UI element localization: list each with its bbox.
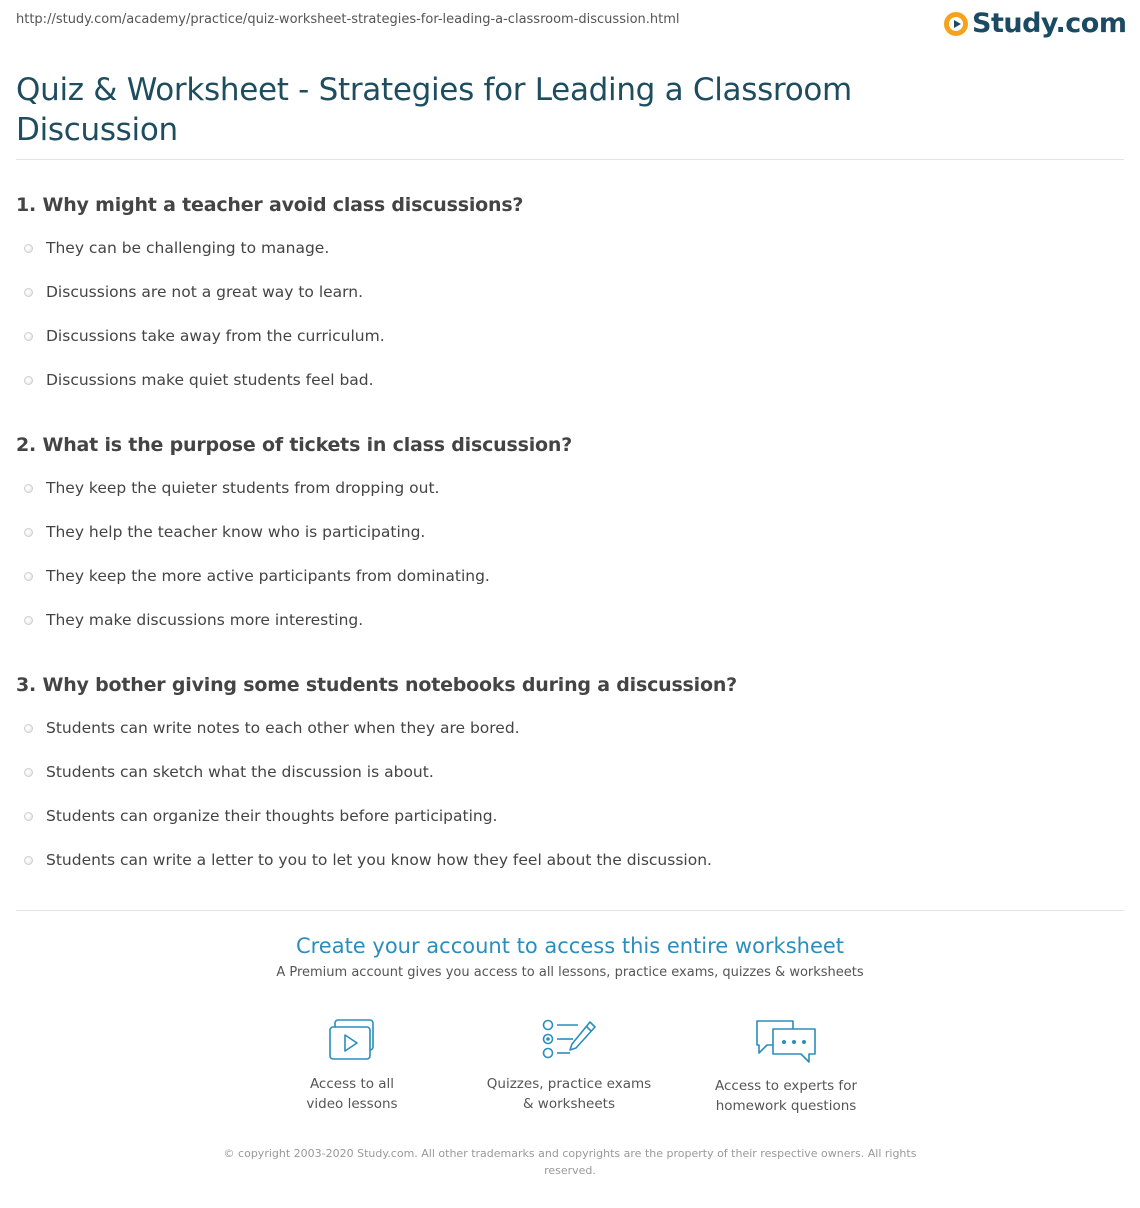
answer-text: They keep the quieter students from dropping out.	[46, 479, 440, 497]
answer-text: Students can organize their thoughts before participating.	[46, 807, 498, 825]
feature-video-lessons	[252, 1018, 452, 1114]
premium-description: A Premium account gives you access to all lessons, practice exams, quizzes & worksheets	[276, 965, 864, 980]
question-2	[16, 434, 572, 456]
radio-button[interactable]	[24, 812, 33, 821]
study-logo[interactable]	[944, 8, 1126, 39]
radio-button[interactable]	[24, 484, 33, 493]
radio-button[interactable]	[24, 244, 33, 253]
divider	[16, 910, 1124, 911]
answer-text: Discussions take away from the curriculum.	[46, 327, 385, 345]
chat-bubbles-icon	[753, 1018, 819, 1064]
feature-label-line2: homework questions	[715, 1098, 857, 1114]
answer-text: Students can write notes to each other when they are bored.	[46, 719, 520, 737]
divider	[16, 159, 1124, 160]
answer-option[interactable]	[24, 479, 439, 497]
answer-text: They can be challenging to manage.	[46, 239, 330, 257]
feature-label-line1: Access to experts for	[714, 1078, 857, 1094]
feature-experts	[686, 1018, 886, 1116]
page-title: Quiz & Worksheet - Strategies for Leading a Classroom Discussion	[16, 72, 852, 148]
answer-option[interactable]	[24, 239, 329, 257]
answer-text: They help the teacher know who is participating.	[46, 523, 426, 541]
radio-button[interactable]	[24, 332, 33, 341]
feature-quizzes	[469, 1018, 669, 1114]
radio-button[interactable]	[24, 856, 33, 865]
question-number: 2.	[16, 434, 37, 456]
answer-text: They make discussions more interesting.	[46, 611, 364, 629]
feature-label-line1: Access to all	[309, 1076, 395, 1092]
radio-button[interactable]	[24, 572, 33, 581]
answer-option[interactable]	[24, 567, 490, 585]
radio-button[interactable]	[24, 616, 33, 625]
question-number: 1.	[16, 194, 37, 216]
question-text: Why bother giving some students notebooks during a discussion?	[42, 674, 737, 696]
create-account-link[interactable]: Create your account to access this entire worksheet	[295, 934, 845, 958]
answer-option[interactable]	[24, 807, 497, 825]
question-number: 3.	[16, 674, 37, 696]
question-text: What is the purpose of tickets in class discussion?	[42, 434, 573, 456]
question-text: Why might a teacher avoid class discussions?	[42, 194, 524, 216]
answer-text: Discussions make quiet students feel bad.	[46, 371, 374, 389]
answer-option[interactable]	[24, 371, 374, 389]
radio-button[interactable]	[24, 528, 33, 537]
radio-button[interactable]	[24, 724, 33, 733]
feature-label-line2: video lessons	[306, 1096, 398, 1112]
question-3	[16, 674, 737, 696]
answer-option[interactable]	[24, 327, 385, 345]
answer-text: Students can sketch what the discussion is about.	[46, 763, 434, 781]
question-1	[16, 194, 523, 216]
answer-text: They keep the more active participants from dominating.	[46, 567, 490, 585]
copyright-notice: © copyright 2003-2020 Study.com. All other trademarks and copyrights are the property of their respective owners. All rights reserved.	[223, 1147, 917, 1177]
radio-button[interactable]	[24, 376, 33, 385]
logo-text: Study.com	[972, 8, 1127, 39]
page-url: http://study.com/academy/practice/quiz-worksheet-strategies-for-leading-a-classroom-discussion.html	[16, 12, 680, 27]
answer-option[interactable]	[24, 719, 520, 737]
radio-button[interactable]	[24, 288, 33, 297]
answer-option[interactable]	[24, 283, 363, 301]
radio-button[interactable]	[24, 768, 33, 777]
quiz-checklist-icon	[540, 1018, 598, 1062]
answer-option[interactable]	[24, 611, 363, 629]
video-lessons-icon	[326, 1018, 378, 1062]
answer-text: Discussions are not a great way to learn.	[46, 283, 364, 301]
feature-label-line1: Quizzes, practice exams	[486, 1076, 652, 1092]
answer-option[interactable]	[24, 851, 712, 869]
play-logo-icon	[944, 12, 968, 36]
answer-option[interactable]	[24, 523, 425, 541]
answer-text: Students can write a letter to you to let you know how they feel about the discussion.	[46, 851, 712, 869]
answer-option[interactable]	[24, 763, 434, 781]
feature-label-line2: & worksheets	[522, 1096, 615, 1112]
